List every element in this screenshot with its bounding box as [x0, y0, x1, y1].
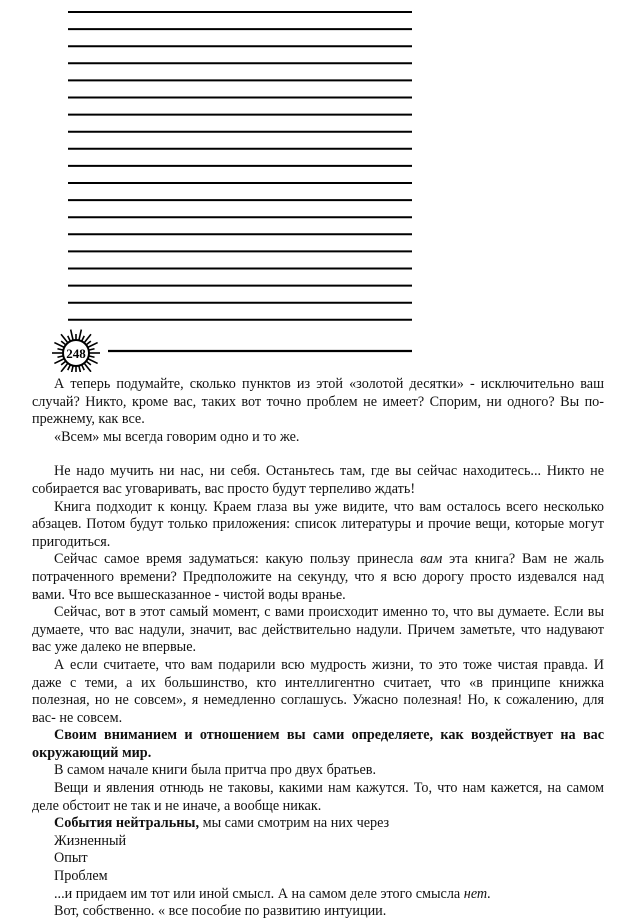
- sun-ray: [79, 366, 81, 372]
- body-text: [32, 376, 604, 921]
- italic-word: нет.: [463, 885, 491, 902]
- list-item: Жизненный: [54, 832, 127, 849]
- paragraph: Сейчас, вот в этот самый момент, с вами происходит именно то, что вы думаете. Если вы думаете, что вас надули, значит, вас действительно надули. Причем заметьте, что надувают вас уже далеко не впервые.: [32, 604, 604, 656]
- text-run: эта книга? Вам не жаль потраченного времени? Предположите на секунду, что я всю дорогу просто издевался над вами. Что все вышесказанное - чистой воды вранье.: [32, 551, 605, 603]
- text-run: мы сами смотрим на них через: [202, 815, 390, 832]
- sun-ray: [79, 330, 81, 341]
- paragraph: В самом начале книги была притча про двух братьев.: [54, 762, 377, 779]
- sun-ray: [71, 366, 73, 372]
- text-run: ...и придаем им тот или иной смысл. А на самом деле этого смысла: [54, 885, 461, 902]
- paragraph: Вот, собственно. « все пособие по развитию интуиции.: [54, 903, 387, 920]
- paragraph-gap: [32, 446, 604, 463]
- paragraph: Вещи и явления отнюдь не таковы, какими нам кажутся. То, что нам кажется, на самом деле обстоит не так и не иначе, а вообще никак.: [32, 780, 604, 814]
- paragraph: А если считаете, что вам подарили всю мудрость жизни, то это тоже чистая правда. И даже с теми, а их большинство, кто интеллигентно считает, что «в принципе книжка полезная, но не совсем», я немедленно соглашусь. Ужасно полезная! Но, к сожалению, для вас- не совсем.: [32, 656, 604, 726]
- paragraph: Книга подходит к концу. Краем глаза вы уже видите, что вам осталось всего несколько абзацев. Потом будут только приложения: список литературы и прочие вещи, которые могут пригодиться.: [32, 498, 604, 550]
- page-number-sun-icon: [52, 330, 100, 372]
- sun-ray: [71, 330, 73, 341]
- page-number: 248: [66, 346, 86, 361]
- paragraph: А теперь подумайте, сколько пунктов из этой «золотой десятки» - исключительно ваш случай? Никто, кроме вас, таких вот точно проблем не имеет? Спорим, ни одного? Вы по-прежнему, как все.: [32, 376, 604, 428]
- ruled-lines-group: [68, 12, 412, 320]
- paragraph: «Всем» мы всегда говорим одно и то же.: [54, 428, 300, 445]
- paragraph: [32, 815, 604, 833]
- list-item: Проблем: [54, 868, 108, 885]
- bold-phrase: События нейтральны,: [54, 815, 200, 832]
- bold-statement: Своим вниманием и отношением вы сами определяете, как воздействует на вас окружающий мир.: [32, 727, 604, 761]
- worksheet-scan: [46, 0, 416, 372]
- list-item: Опыт: [54, 850, 88, 867]
- text-run: Сейчас самое время задуматься: какую пользу принесла: [54, 551, 414, 568]
- paragraph: [32, 551, 604, 604]
- italic-word: вам: [420, 551, 443, 568]
- paragraph: Не надо мучить ни нас, ни себя. Останьтесь там, где вы сейчас находитесь... Никто не собирается вас уговаривать, вас просто будут терпеливо ждать!: [32, 463, 604, 497]
- paragraph: [32, 727, 604, 762]
- ruled-lines: [46, 0, 416, 372]
- paragraph: [32, 886, 604, 904]
